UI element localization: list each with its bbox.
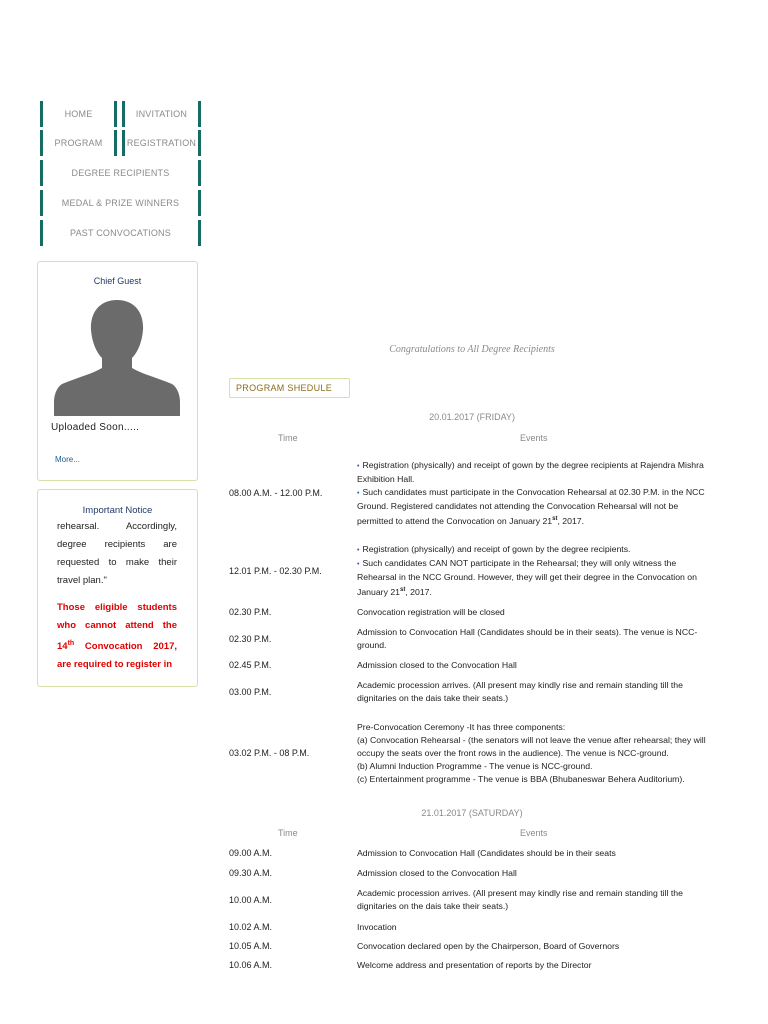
table-row: 03.02 P.M. - 08 P.M. Pre-Convocation Ceremony -It has three components: (a) Convocation Rehearsal - (the senators will not leave the venue after rehearsal; they will occupy the seats over the front rows in the audience). The venue is NCC-ground. (b) Alumni Induction Programme - The venue is NCC-ground. (c) Entertainment programme - The venue is BBA (Bhubaneswar Behera Auditorium).: [229, 721, 706, 784]
nav-medal-prize-winners[interactable]: MEDAL & PRIZE WINNERS: [40, 190, 201, 216]
col-header-time: Time: [278, 433, 298, 443]
more-link[interactable]: More...: [55, 455, 80, 464]
table-row: 09.30 A.M. Admission closed to the Convocation Hall: [229, 867, 517, 878]
nav-registration[interactable]: REGISTRATION: [122, 130, 201, 156]
table-row: 03.00 P.M. Academic procession arrives. (All present may kindly rise and remain standing till the dignitaries on the dais take their seats.): [229, 680, 683, 703]
nav-past-convocations[interactable]: PAST CONVOCATIONS: [40, 220, 201, 246]
table-row: 10.00 A.M. Academic procession arrives. (All present may kindly rise and remain standing till the dignitaries on the dais take their seats.): [229, 888, 683, 911]
table-row: 08.00 A.M. - 12.00 P.M. • Registration (physically) and receipt of gown by the degree recipients at Rajendra Mishra Exhibition Hall. • Such candidates must participate in the Convocation Rehearsal at 02.30 P.M. in the NCC Ground. Registered candidates not attending the Convocation Rehearsal will not be permitted to attend the Convocation on January 21st, 2017.: [229, 459, 705, 526]
notice-line: degree recipients are: [57, 539, 177, 550]
notice-marquee: [57, 518, 177, 671]
col-header-events: Events: [520, 433, 548, 443]
nav-program[interactable]: PROGRAM: [40, 130, 117, 156]
nav-invitation[interactable]: INVITATION: [122, 101, 201, 127]
uploaded-soon-text: Uploaded Soon.....: [51, 422, 140, 433]
chief-guest-card: [37, 261, 198, 481]
notice-title: Important Notice: [82, 505, 153, 516]
important-notice-card: [37, 489, 198, 687]
table-row: 02.30 P.M. Convocation registration will be closed: [229, 606, 505, 617]
col-header-time: Time: [278, 828, 298, 838]
notice-line: travel plan.": [57, 575, 107, 586]
notice-line: requested to make their: [57, 557, 177, 568]
table-row: 10.06 A.M. Welcome address and presentation of reports by the Director: [229, 959, 592, 970]
congratulations-banner: Congratulations to All Degree Recipients: [389, 344, 555, 355]
table-row: 12.01 P.M. - 02.30 P.M. • Registration (physically) and receipt of gown by the degree recipients. • Such candidates CAN NOT participate in the Rehearsal; they will only witness the Rehearsal in the NCC Ground. However, they will get their degree in the Convocation on January 21st, 2017.: [229, 544, 697, 597]
program-schedule-tab[interactable]: PROGRAM SHEDULE: [229, 378, 350, 398]
col-header-events: Events: [520, 828, 548, 838]
table-row: 09.00 A.M. Admission to Convocation Hall (Candidates should be in their seats: [229, 847, 616, 858]
chief-guest-title: Chief Guest: [93, 276, 142, 286]
table-row: 10.02 A.M. Invocation: [229, 921, 397, 932]
day2-date: 21.01.2017 (SATURDAY): [421, 808, 523, 818]
table-row: 02.45 P.M. Admission closed to the Convocation Hall: [229, 659, 517, 670]
table-row: 10.05 A.M. Convocation declared open by the Chairperson, Board of Governors: [229, 940, 620, 951]
avatar-placeholder-icon: [52, 296, 182, 416]
notice-highlight: Those eligible students who cannot attend the 14th Convocation 2017, are required to register in: [57, 602, 177, 671]
nav-degree-recipients[interactable]: DEGREE RECIPIENTS: [40, 160, 201, 186]
nav-home[interactable]: HOME: [40, 101, 117, 127]
table-row: 02.30 P.M. Admission to Convocation Hall (Candidates should be in their seats). The venue is NCC-ground.: [229, 627, 698, 650]
day1-date: 20.01.2017 (FRIDAY): [429, 412, 515, 422]
notice-line: rehearsal. Accordingly,: [57, 521, 177, 532]
